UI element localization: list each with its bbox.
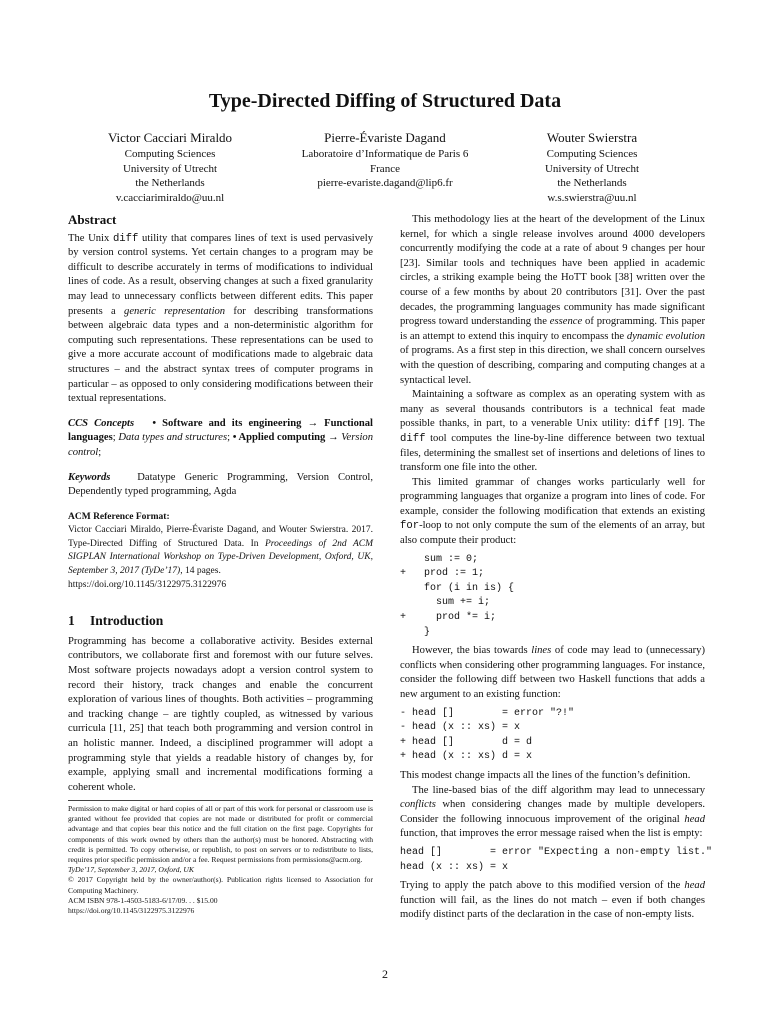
right-column — [400, 213, 713, 923]
paragraph: This limited grammar of changes works particularly well for programming languages that organize a program into lines of code. For example, consider the following modification that extends an existing for-loop to not only compute the sum of the elements of an array, but also compute their product: — [400, 476, 705, 547]
footnote-doi-link[interactable]: https://doi.org/10.1145/3122975.3122976 — [68, 906, 195, 916]
author-name: Pierre-Évariste Dagand — [324, 130, 446, 145]
author-email: pierre-evariste.dagand@lip6.fr — [317, 177, 453, 189]
author-affiliation: France — [370, 162, 400, 175]
ccs-concepts: CCS Concepts • Software and its engineering → Functional languages; Data types and structures; • Applied computing → Version control; — [68, 417, 374, 458]
author-affiliation: Laboratoire d’Informatique de Paris 6 — [301, 148, 469, 160]
code-listing-head: head [] = error "Expecting a non-empty list." head (x :: xs) = x — [400, 846, 713, 873]
keywords: Keywords Datatype Generic Programming, Version Control, Dependently typed programming, Agda — [68, 471, 373, 498]
author-affiliation: the Netherlands — [557, 177, 627, 189]
author-affiliation: University of Utrecht — [122, 162, 218, 175]
intro-paragraph: Programming has become a collaborative activity. Besides external contributors, we collaborate first and foremost with our future selves. Most software projects nowadays adopt a version control system to record their history, track changes and enable the concurrent exploration of various lines of thoughts. Both activities – programming and tracking change – are tightly coupled, as witnessed by various curricula [11, 25] that teach both programming and version control in an holistic manner. Indeed, a disciplined programmer will adopt a programming style that yields a readable history of changes by, for example, applying small and incremental modifications forming a coherent whole. — [68, 635, 373, 793]
author-affiliation: Computing Sciences — [124, 148, 216, 160]
doi-link[interactable]: https://doi.org/10.1145/3122975.3122976 — [68, 579, 227, 590]
author-3 — [482, 129, 702, 205]
abstract-text: The Unix diff utility that compares lines of text is used pervasively by version control systems. Yet certain changes to a program may be difficult to describe accurately in terms of modifications to individual lines of code. As a result, observing changes at such a fixed granularity may lead to unnecessary conflicts between different edits. This paper presents a generic representation for describing transformations between algebraic data types and a non-deterministic algorithm for computing such representations. These representations can be used to give a more accurate account of modifications made to algebraic data structures – and the abstract syntax trees of computer programs in particular – as opposed to only considering modifications between their textual representations. — [68, 232, 373, 405]
author-email: w.s.swierstra@uu.nl — [547, 191, 637, 204]
acm-reference-heading: ACM Reference Format: — [68, 511, 170, 522]
author-email: v.cacciarimiraldo@uu.nl — [115, 191, 225, 204]
left-column — [68, 213, 373, 795]
paragraph: The line-based bias of the diff algorithm may lead to unnecessary conflicts when considering changes made by multiple developers. Consider the following innocuous improvement of the original head function, that improves the error message raised when the list is empty: — [400, 784, 705, 840]
author-affiliation: Computing Sciences — [546, 148, 638, 160]
page-number: 2 — [382, 967, 388, 981]
author-1 — [60, 129, 280, 205]
code-listing-haskell-diff: - head [] = error "?!" - head (x :: xs) = x + head [] d = d + head (x :: xs) d = x — [400, 707, 575, 763]
author-affiliation: the Netherlands — [135, 177, 205, 189]
paragraph: This methodology lies at the heart of the development of the Linux kernel, for which a single release involves around 4000 developers concurrently modifying the code at a rate of about 9 changes per hour [23]. Similar tools and techniques have been applied in academic circles, a striking example being the HoTT book [38] written over the course of a few months by about 20 contributors [31]. Over the past decades, the programming languages community has made significant progress toward understanding the essence of programming. This paper is an attempt to extend this inquiry to encompass the dynamic evolution of programs. As a first step in this direction, we shall concern ourselves with the question of describing, comparing and computing changes at a syntactical level. — [400, 214, 705, 386]
author-affiliation: University of Utrecht — [544, 162, 640, 175]
author-name: Wouter Swierstra — [546, 130, 638, 145]
author-name: Victor Cacciari Miraldo — [107, 130, 233, 145]
footnote-permissions: Permission to make digital or hard copies of all or part of this work for personal or classroom use is granted without fee provided that copies are not made or distributed for profit or commercial advantage and that copies bear this notice and the full citation on the first page. Copyrights for components of this work owned by others than the author(s) must be honored. Abstracting with credit is permitted. To copy otherwise, or republish, to post on servers or to redistribute to lists, requires prior specific permission and/or a fee. Request permissions from permissions@acm.org. TyDe’17, September 3, 2017, Oxford, UK © 2017 Copyright held by the owner/author(s). Publication rights licensed to Association for Computing Machinery. ACM ISBN 978-1-4503-5183-6/17/09. . . $15.00 https://doi.org/10.1145/3122975.3122976 — [68, 800, 373, 916]
author-2 — [275, 129, 495, 191]
code-listing-loop: sum := 0; + prod := 1; for (i in is) { sum += i; + prod *= i; } — [400, 553, 515, 638]
acm-reference: Victor Cacciari Miraldo, Pierre-Évariste Dagand, and Wouter Swierstra. 2017. Type-Directed Diffing of Structured Data. In Proceedings of 2nd ACM SIGPLAN International Workshop on Type-Driven Development, Oxford, UK, September 3, 2017 (TyDe’17), 14 pages. https://doi.org/10.1145/3122975.3122976 — [68, 525, 373, 590]
abstract-heading: Abstract — [68, 212, 117, 227]
paragraph: Maintaining a software as complex as an operating system with as many as several thousands contributors is a technical feat made possible thanks, in part, to a venerable Unix utility: diff [19]. The diff tool computes the line-by-line difference between two textual files, determining the smallest set of insertions and deletions of lines to transform one file into the other. — [400, 389, 706, 474]
paper-title: Type-Directed Diffing of Structured Data — [208, 90, 562, 112]
section-heading-introduction: 1 Introduction — [68, 613, 164, 629]
paragraph: This modest change impacts all the lines of the function’s definition. — [400, 769, 691, 781]
paragraph: Trying to apply the patch above to this modified version of the head function will fail, as the lines do not match – even if both changes modify distinct parts of the declaration in the case of non-empty lists. — [400, 880, 705, 921]
paragraph: However, the bias towards lines of code may lead to (unnecessary) conflicts when considering other programming languages. For instance, consider the following diff between two Haskell functions that adds a new argument to an existing function: — [400, 645, 705, 700]
